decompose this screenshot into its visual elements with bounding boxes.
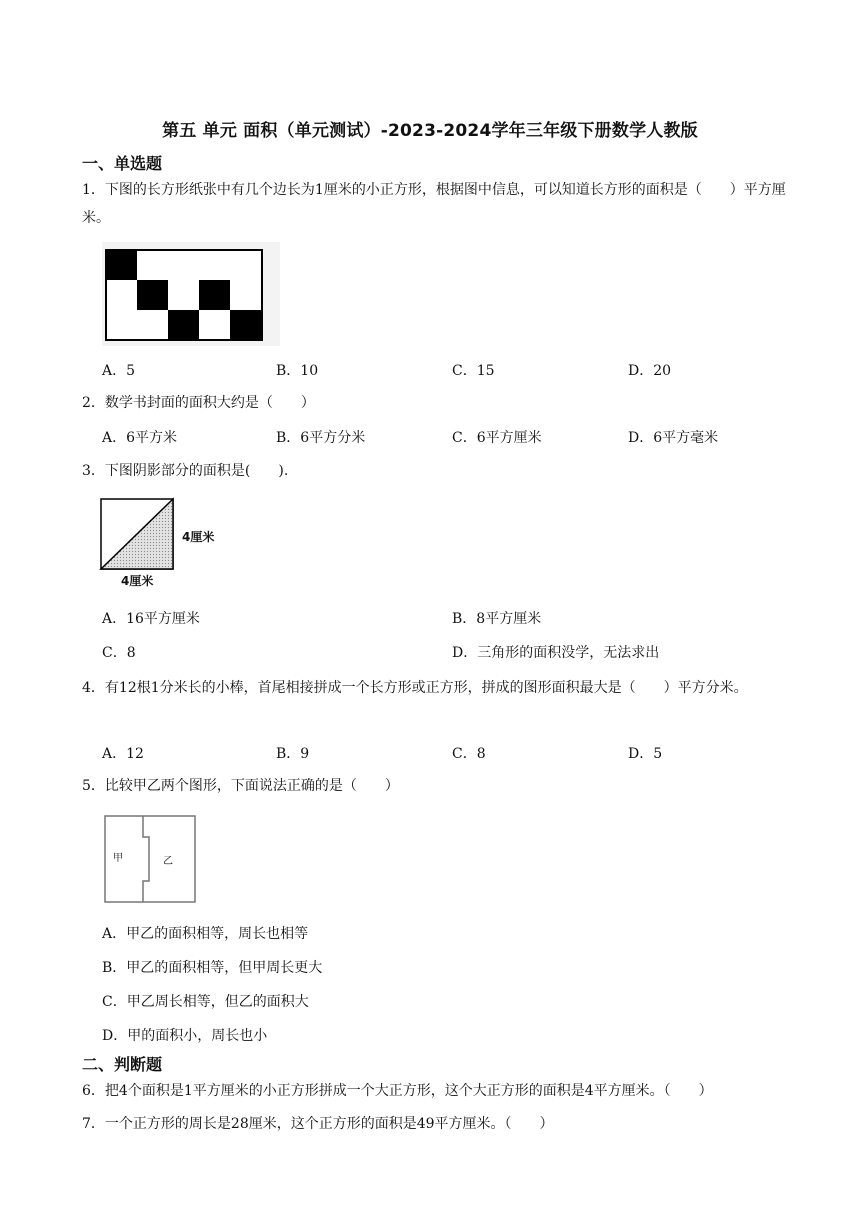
option-q5-a: A．甲乙的面积相等，周长也相等	[102, 926, 309, 942]
black-square	[230, 310, 262, 340]
figure-label-right: 4厘米	[182, 530, 215, 544]
question-2-text: 2．数学书封面的面积大约是（ ）	[82, 395, 315, 411]
option-q4-b: B．9	[276, 746, 310, 762]
question-1-figure	[102, 242, 282, 348]
page-title: 第五 单元 面积（单元测试）-2023-2024学年三年级下册数学人教版	[162, 121, 698, 141]
option-q4-c: C．8	[452, 746, 486, 762]
option-q2-a: A．6平方米	[102, 430, 178, 446]
option-q1-c: C．15	[452, 363, 495, 379]
question-6-text: 6．把4个面积是1平方厘米的小正方形拼成一个大正方形，这个大正方形的面积是4平方厘米。（ ）	[82, 1083, 713, 1099]
figure-label-jia: 甲	[113, 853, 123, 864]
black-square	[137, 280, 168, 310]
black-square	[106, 250, 137, 280]
figure-label-bottom: 4厘米	[121, 574, 154, 588]
option-q2-b: B．6平方分米	[276, 430, 366, 446]
black-square	[168, 310, 199, 340]
option-q3-d: D．三角形的面积没学，无法求出	[452, 645, 660, 661]
option-q1-a: A．5	[102, 363, 136, 379]
section-heading-single-choice: 一、单选题	[82, 154, 163, 173]
black-square	[199, 280, 230, 310]
option-q3-c: C．8	[102, 645, 136, 661]
option-q2-c: C．6平方厘米	[452, 430, 542, 446]
option-q3-b: B．8平方厘米	[452, 611, 542, 627]
option-q5-b: B．甲乙的面积相等，但甲周长更大	[102, 960, 323, 976]
question-3-text: 3．下图阴影部分的面积是( ).	[82, 463, 289, 479]
figure-label-yi: 乙	[163, 856, 173, 867]
option-q4-d: D．5	[628, 746, 663, 762]
question-1-text: 1．下图的长方形纸张中有几个边长为1厘米的小正方形，根据图中信息，可以知道长方形的面积是（ ）平方厘米。	[82, 182, 786, 226]
option-q2-d: D．6平方毫米	[628, 430, 719, 446]
question-7-text: 7．一个正方形的周长是28厘米，这个正方形的面积是49平方厘米。（ ）	[82, 1116, 554, 1132]
option-q1-b: B．10	[276, 363, 319, 379]
option-q3-a: A．16平方厘米	[102, 611, 200, 627]
question-5-text: 5．比较甲乙两个图形，下面说法正确的是（ ）	[82, 778, 399, 794]
option-q5-c: C．甲乙周长相等，但乙的面积大	[102, 994, 309, 1010]
option-q5-d: D．甲的面积小，周长也小	[102, 1028, 268, 1044]
option-q1-d: D．20	[628, 363, 672, 379]
question-4-text: 4．有12根1分米长的小棒，首尾相接拼成一个长方形或正方形，拼成的图形面积最大是（ ）平方分米。	[82, 680, 748, 696]
option-q4-a: A．12	[102, 746, 144, 762]
question-3-figure	[98, 496, 178, 572]
section-heading-true-false: 二、判断题	[82, 1055, 163, 1074]
